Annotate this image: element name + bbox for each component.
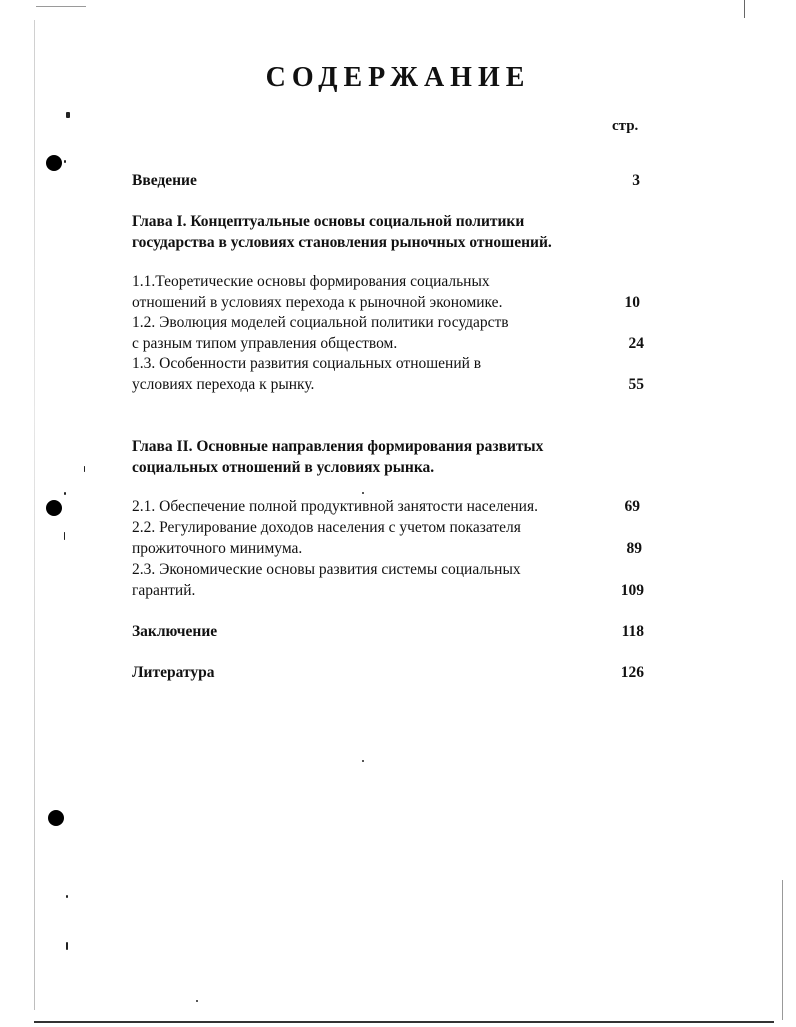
scan-edge-top (36, 6, 86, 7)
toc-entry-2-1 (132, 497, 640, 518)
toc-entry-line: отношений в условиях перехода к рыночной экономике. (132, 293, 503, 311)
toc-entry-label: Литература (132, 664, 215, 681)
toc-entry-line: 2.3. Экономические основы развития системы социальных (132, 561, 521, 578)
toc-entry-2-3 (132, 560, 644, 601)
chapter-heading-line: Глава I. Концептуальные основы социальной политики (132, 213, 525, 230)
toc-entry-label: Заключение (132, 623, 218, 640)
scan-speck (196, 1000, 198, 1002)
toc-entry-label: Введение (132, 172, 197, 189)
toc-entry-line: гарантий. (132, 581, 196, 599)
toc-entry-line: 2.1. Обеспечение полной продуктивной занятости населения. (132, 498, 538, 515)
scan-speck (362, 760, 364, 762)
chapter-heading-line: государства в условиях становления рыночных отношений. (132, 234, 552, 251)
toc-entry-page: 10 (624, 293, 640, 311)
toc-entry-2-2 (132, 518, 644, 559)
chapter-1-heading (132, 211, 642, 253)
toc-entry-intro (132, 171, 644, 192)
toc-entry-page: 118 (621, 623, 644, 640)
scan-speck (66, 112, 70, 118)
punch-hole (48, 810, 64, 826)
punch-hole (46, 155, 62, 171)
toc-entry-page: 126 (620, 664, 644, 681)
chapter-2-heading (132, 436, 632, 478)
toc-entry-line: с разным типом управления обществом. (132, 334, 398, 352)
punch-hole (46, 500, 62, 516)
scan-speck (66, 895, 68, 898)
scan-edge-right (782, 880, 783, 1020)
scan-edge-top-right (744, 0, 745, 18)
scan-speck (64, 160, 66, 163)
scan-speck (66, 942, 68, 950)
toc-entry-conclusion (132, 622, 644, 643)
toc-entry-line: 1.2. Эволюция моделей социальной политики государств (132, 314, 509, 331)
scan-edge-left (34, 20, 35, 1010)
scan-speck (64, 492, 66, 495)
toc-entry-line: 1.1.Теоретические основы формирования социальных (132, 273, 490, 290)
toc-entry-1-1 (132, 272, 644, 313)
scan-edge-bottom (34, 1021, 774, 1023)
toc-entry-1-2 (132, 313, 644, 354)
page-column-label: стр. (612, 118, 639, 134)
page-title: СОДЕРЖАНИЕ (265, 62, 531, 93)
scan-speck (84, 466, 85, 472)
scan-speck (64, 532, 65, 540)
toc-entry-page: 109 (620, 581, 644, 599)
toc-entry-page: 3 (632, 172, 640, 189)
toc-entry-line: условиях перехода к рынку. (132, 375, 315, 393)
scan-speck (362, 492, 364, 494)
toc-entry-page: 69 (624, 498, 640, 515)
toc-entry-page: 55 (628, 375, 644, 393)
toc-entry-line: 1.3. Особенности развития социальных отношений в (132, 355, 482, 372)
chapter-heading-line: Глава II. Основные направления формирования развитых (132, 438, 544, 455)
toc-entry-1-3 (132, 354, 644, 395)
toc-entry-literature (132, 663, 644, 684)
chapter-heading-line: социальных отношений в условиях рынка. (132, 459, 435, 476)
toc-entry-page: 89 (626, 539, 642, 557)
toc-entry-line: прожиточного минимума. (132, 539, 303, 557)
toc-entry-line: 2.2. Регулирование доходов населения с учетом показателя (132, 519, 521, 536)
toc-entry-page: 24 (628, 334, 644, 352)
